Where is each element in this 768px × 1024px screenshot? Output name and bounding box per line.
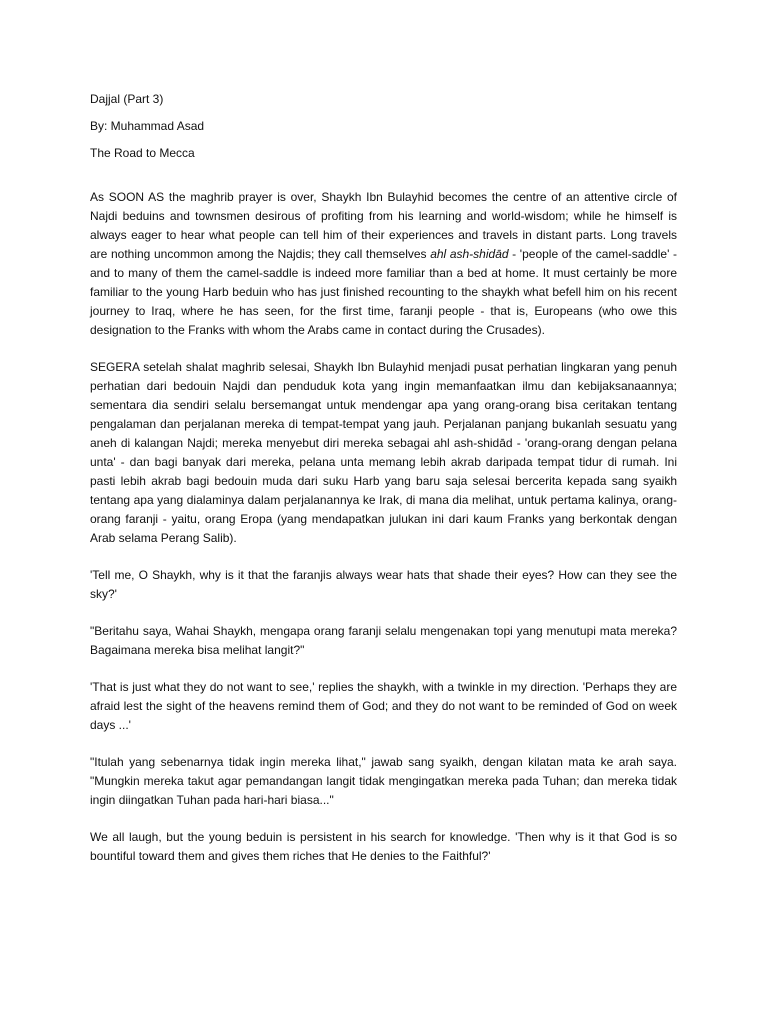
document-page	[90, 90, 677, 884]
paragraph-1-text-before: As SOON AS the maghrib prayer is over, Shaykh Ibn Bulayhid becomes the centre of an attentive circle of Najdi beduins and townsmen desirous of profiting from his learning and world-wisdom; while he himself is always eager to hear what people can tell him of their experiences and travels in distant parts. Long travels are nothing uncommon among the Najdis; they call themselves	[90, 190, 677, 261]
document-author: By: Muhammad Asad	[90, 119, 205, 133]
paragraph-english-3: 'That is just what they do not want to see,' replies the shaykh, with a twinkle in my direction. 'Perhaps they are afraid lest the sight of the heavens remind them of God; and they do not want to be reminded of God on week days ...'	[90, 680, 677, 732]
paragraph-1-italic-term: ahl ash-shidād	[430, 247, 509, 261]
paragraph-english-4: We all laugh, but the young beduin is persistent in his search for knowledge. 'Then why is it that God is so bountiful toward them and gives them riches that He denies to the Faithful?'	[90, 830, 677, 863]
document-title: Dajjal (Part 3)	[90, 92, 164, 106]
header-spacer	[90, 171, 677, 188]
paragraph-indonesian-3: "Itulah yang sebenarnya tidak ingin mereka lihat," jawab sang syaikh, dengan kilatan mata ke arah saya. "Mungkin mereka takut agar pemandangan langit tidak mengingatkan mereka pada Tuhan; dan mereka tidak ingin diingatkan Tuhan pada hari-hari biasa..."	[90, 755, 677, 807]
paragraph-english-1	[90, 188, 677, 340]
paragraph-1-text-after: - 'people of the camel-saddle' - and to many of them the camel-saddle is indeed more familiar than a bed at home. It must certainly be more familiar to the young Harb beduin who has just finished recounting to the shaykh what befell him on his recent journey to Iraq, where he has seen, for the first time, faranji people - that is, Europeans (who owe this designation to the Franks with whom the Arabs came in contact during the Crusades).	[90, 247, 677, 337]
book-title: The Road to Mecca	[90, 146, 195, 160]
paragraph-indonesian-1: SEGERA setelah shalat maghrib selesai, Shaykh Ibn Bulayhid menjadi pusat perhatian lingkaran yang penuh perhatian dari bedouin Najdi dan penduduk kota yang ingin memanfaatkan ilmu dan kebijaksanaannya; sementara dia sendiri selalu bersemangat untuk mendengar apa yang orang-orang bisa ceritakan tentang pengalaman dan perjalanan mereka di tempat-tempat yang jauh. Perjalanan panjang bukanlah sesuatu yang aneh di kalangan Najdi; mereka menyebut diri mereka sebagai ahl ash-shidād - 'orang-orang dengan pelana unta' - dan bagi banyak dari mereka, pelana unta memang lebih akrab daripada tempat tidur di rumah. Ini pasti lebih akrab bagi bedouin muda dari suku Harb yang baru saja selesai bercerita kepada sang syaikh tentang apa yang dialaminya dalam perjalanannya ke Irak, di mana dia melihat, untuk pertama kalinya, orang-orang faranji - yaitu, orang Eropa (yang mendapatkan julukan ini dari kaum Franks yang berkontak dengan Arab selama Perang Salib).	[90, 360, 677, 545]
paragraph-english-2: 'Tell me, O Shaykh, why is it that the faranjis always wear hats that shade their eyes? How can they see the sky?'	[90, 568, 677, 601]
paragraph-indonesian-2: "Beritahu saya, Wahai Shaykh, mengapa orang faranji selalu mengenakan topi yang menutupi mata mereka? Bagaimana mereka bisa melihat langit?"	[90, 624, 677, 657]
